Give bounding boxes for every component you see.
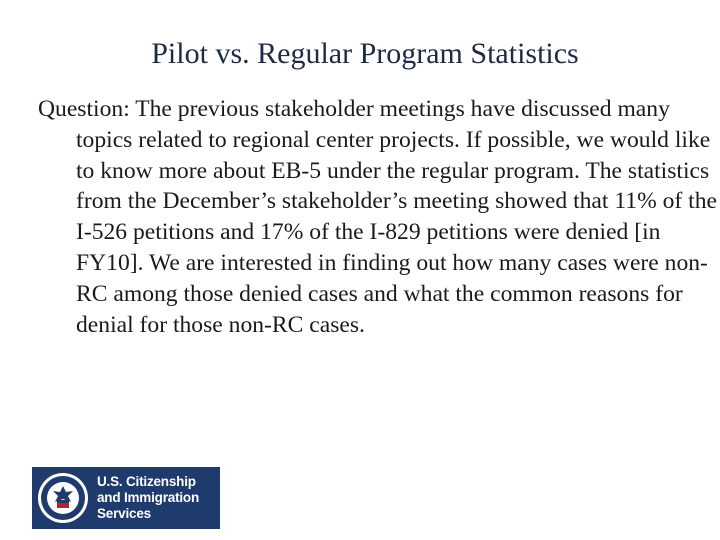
question-text: Question: The previous stakeholder meetings have discussed many topics related to regional center projects. If possible, we would like to know more about EB-5 under the regular program. The statistics from the December’s stakeholder’s meeting showed that 11% of the I-526 petitions and 17% of the I-829 petitions were denied [in FY10]. We are interested in finding out how many cases were non-RC among those denied cases and what the common reasons for denial for those non-RC cases.: [38, 96, 717, 338]
uscis-logo: [32, 467, 220, 529]
dhs-seal-icon: [37, 472, 89, 524]
wordmark-line-2: and Immigration: [97, 490, 200, 505]
wordmark-line-1: U.S. Citizenship: [97, 474, 196, 489]
uscis-wordmark: [97, 474, 199, 522]
slide-title: Pilot vs. Regular Program Statistics: [151, 37, 579, 70]
wordmark-line-3: Services: [97, 506, 151, 521]
